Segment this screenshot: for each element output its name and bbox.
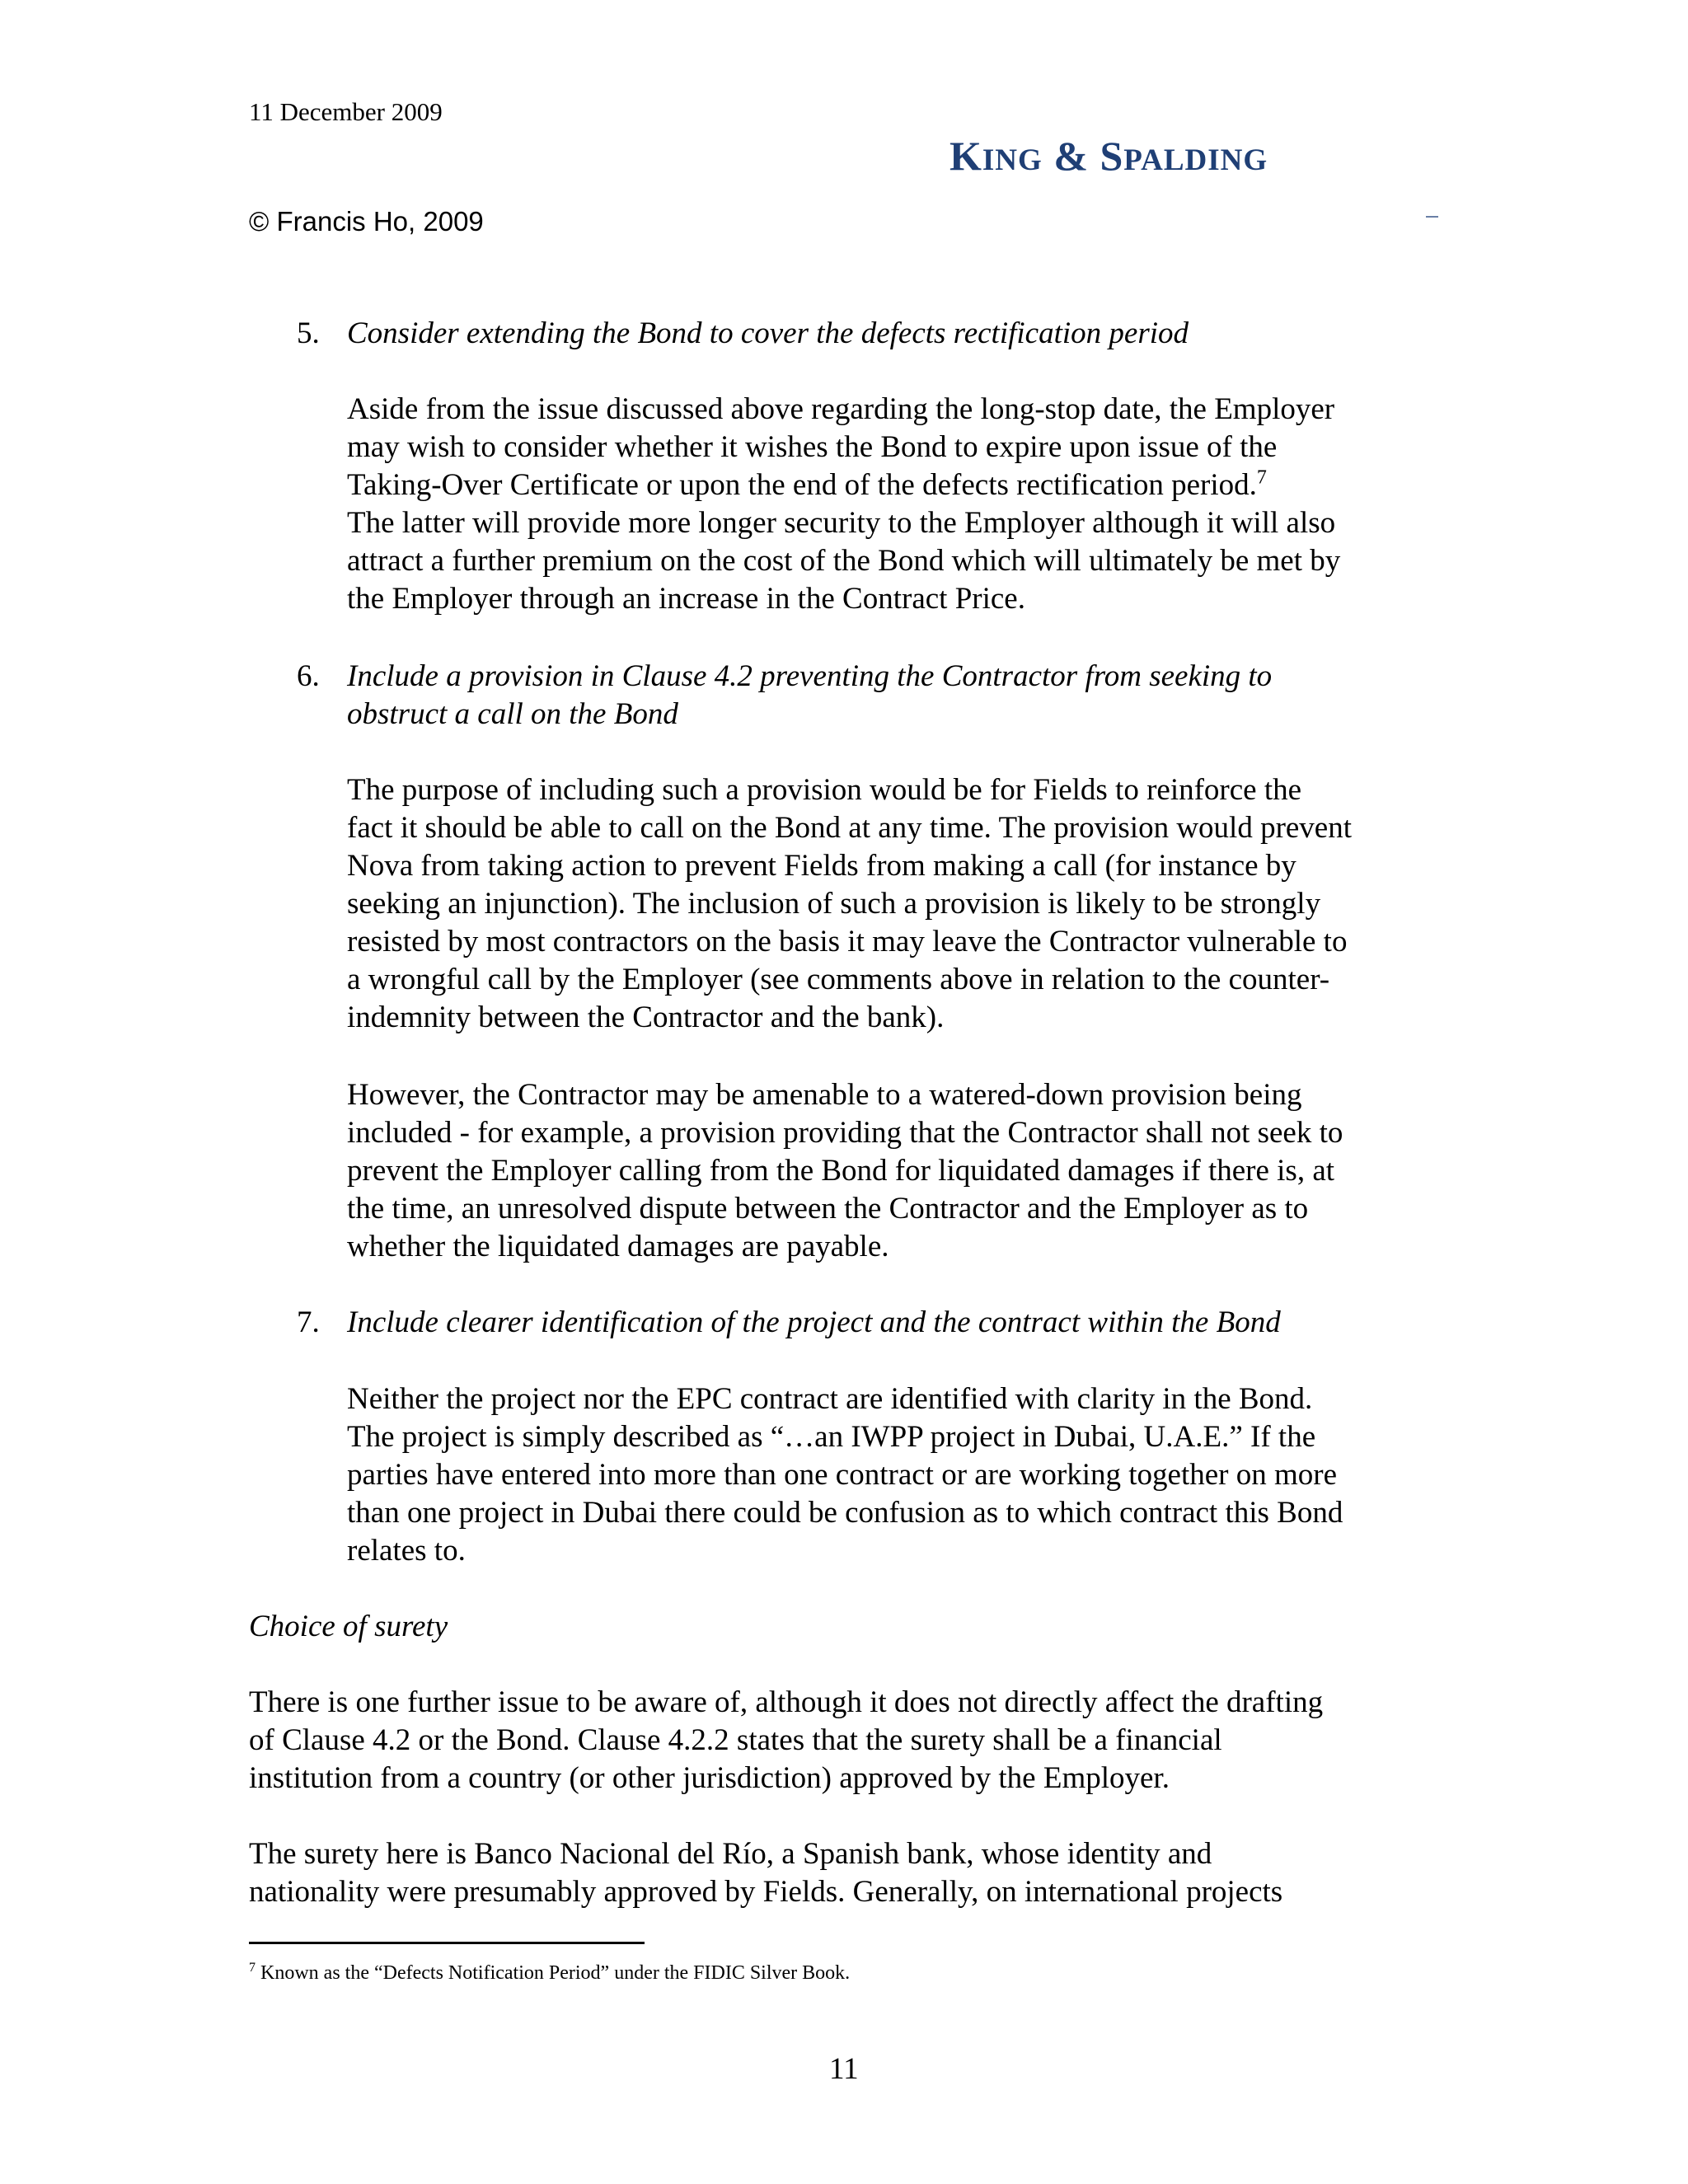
- section-6-heading: [297, 658, 1451, 771]
- surety-paragraph-1: There is one further issue to be aware of, although it does not directly affect the drafting of Clause 4.2 or the Bond. Clause 4.2.2 states that the surety shall be a financial institution from a country (or other jurisdiction) approved by the Employer.: [249, 1685, 1324, 1795]
- surety-heading: Choice of surety: [249, 1610, 448, 1643]
- header-divider-mark: [1426, 216, 1438, 218]
- header-date: 11 December 2009: [249, 97, 443, 126]
- law-firm-logo: KING & SPALDING: [950, 133, 1268, 179]
- section-title: Include a provision in Clause 4.2 preventing the Contractor from seeking to obstruct a call on the Bond: [347, 659, 1273, 731]
- paragraph-text-cont: The latter will provide more longer security to the Employer although it will also attract a further premium on the cost of the Bond which will ultimately be met by the Employer through an increase in the Contract Price.: [347, 506, 1341, 616]
- section-6-paragraph-1: The purpose of including such a provision would be for Fields to reinforce the fact it should be able to call on the Bond at any time. The provision would prevent Nova from taking action to prevent Fields from making a call (for instance by seeking an injunction). The inclusion of such a provision is likely to be strongly resisted by most contractors on the basis it may leave the Contractor vulnerable to a wrongful call by the Employer (see comments above in relation to the counter- indemnity between the Contractor and the bank).: [347, 773, 1353, 1034]
- section-6-paragraph-2: However, the Contractor may be amenable to a watered-down provision being included - for example, a provision providing that the Contractor shall not seek to prevent the Employer calling from the Bond for liquidated damages if there is, at the time, an unresolved dispute between the Contractor and the Employer as to whether the liquidated damages are payable.: [347, 1078, 1343, 1263]
- header-copyright: © Francis Ho, 2009: [249, 206, 484, 237]
- surety-paragraph-2: The surety here is Banco Nacional del Río, a Spanish bank, whose identity and nationality were presumably approved by Fields. Generally, on international projects: [249, 1837, 1283, 1909]
- paragraph-text: Aside from the issue discussed above regarding the long-stop date, the Employer may wish to consider whether it wishes the Bond to expire upon issue of the Taking-Over Certificate or upon the end of the defects rectification period.: [347, 392, 1335, 502]
- footnote-reference: 7: [1256, 466, 1267, 489]
- footnote-separator: [249, 1942, 645, 1944]
- section-title: Include clearer identification of the project and the contract within the Bond: [347, 1305, 1281, 1339]
- footnote-number: 7: [249, 1961, 256, 1975]
- footnote: [249, 1960, 850, 1986]
- section-5-paragraph: [347, 391, 1451, 618]
- section-number: 6.: [297, 659, 320, 693]
- page-number: 11: [829, 2052, 859, 2086]
- section-title: Consider extending the Bond to cover the defects rectification period: [347, 316, 1189, 350]
- section-7-paragraph: Neither the project nor the EPC contract are identified with clarity in the Bond. The project is simply described as “…an IWPP project in Dubai, U.A.E.” If the parties have entered into more than one contract or are working together on more than one project in Dubai there could be confusion as to which contract this Bond relates to.: [347, 1382, 1343, 1568]
- section-number: 5.: [297, 316, 320, 350]
- footnote-text: Known as the “Defects Notification Period” under the FIDIC Silver Book.: [260, 1962, 851, 1984]
- section-number: 7.: [297, 1305, 320, 1339]
